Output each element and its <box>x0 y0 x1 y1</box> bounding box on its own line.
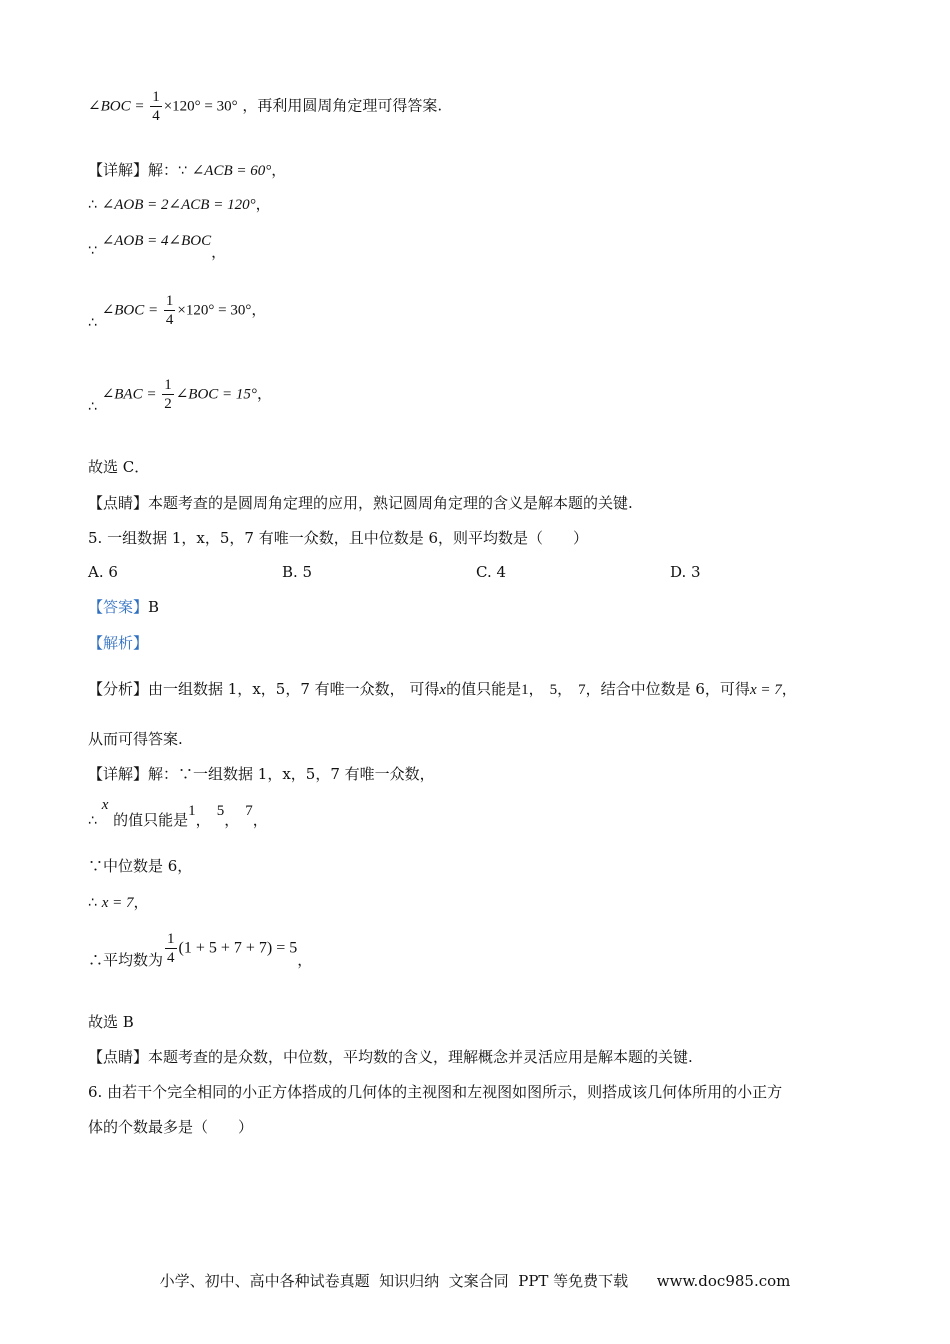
option-d: D. 3 <box>670 563 701 581</box>
because-symbol: ∵ <box>178 163 187 179</box>
choose-b: 故选 B <box>88 1013 134 1031</box>
option-b: B. 5 <box>282 563 313 581</box>
choose-c: 故选 C． <box>88 458 150 476</box>
detail-q5-line-4: ∴ x = 7， <box>88 893 149 911</box>
math-expr: ∠AOB = 2∠ACB = 120° <box>101 197 256 213</box>
detail-line-5: ∴ ∠BAC = $\frac{1}{2}$ ∠BOC = 15°， <box>88 377 272 415</box>
math-expr: ∠ACB = 60° <box>191 163 272 179</box>
fraction: $\frac{1}{4}$ <box>165 293 174 328</box>
detail-q5-line-3: ∵中位数是 6， <box>88 857 193 875</box>
because-symbol: ∵ <box>88 243 97 259</box>
math-expr: ×120° = 30° <box>163 98 238 115</box>
fraction: $\frac{1}{4}$ <box>152 89 160 124</box>
text: ，再利用圆周角定理可得答案. <box>242 96 443 115</box>
option-a: A. 6 <box>88 563 118 581</box>
page-footer: 小学、初中、高中各种试卷真题 知识归纳 文案合同 PPT 等免费下载 www.doc985.com <box>159 1272 791 1290</box>
therefore-symbol: ∴ <box>88 813 97 829</box>
detail-line-1: 【详解】解：∵ ∠ACB = 60°， <box>88 161 287 179</box>
detail-line-3: ∵ ∠AOB = 4∠BOC， <box>88 233 227 261</box>
math-expr: ∠BOC = 15° <box>175 386 257 403</box>
question-6-line-1: 6. 由若干个完全相同的小正方体搭成的几何体的主视图和左视图如图所示，则搭成该几何体所用的小正方 <box>88 1083 783 1101</box>
analysis-line: 【分析】由一组数据 1，x，5，7 有唯一众数， 可得x的值只能是1， 5， 7，结合中位数是 6，可得x = 7， <box>88 680 797 698</box>
answer-line <box>88 597 159 617</box>
option-c: C. 4 <box>476 563 507 581</box>
therefore-symbol: ∴ <box>88 197 97 213</box>
therefore-symbol: ∴ <box>88 895 97 911</box>
detail-q5-line-5: ∴平均数为 $\frac{1}{4}$ (1 + 5 + 7 + 7) = 5， <box>88 931 313 969</box>
math-expr: ∠BOC = <box>88 98 149 115</box>
therefore-symbol: ∴ <box>88 314 97 331</box>
analysis-line-2: 从而可得答案. <box>88 730 183 748</box>
math-expr: ∠BAC = <box>101 386 161 403</box>
analysis-label: 【解析】 <box>88 634 149 652</box>
detail-q5-line-1: 【详解】解：∵一组数据 1，x，5，7 有唯一众数， <box>88 765 435 783</box>
math-expr: ×120° = 30° <box>177 302 252 319</box>
detail-line-2: ∴ ∠AOB = 2∠ACB = 120°， <box>88 195 271 213</box>
detail-label: 【详解】解： <box>88 161 179 179</box>
answer-label: 【答案】 <box>88 598 149 616</box>
fraction: $\frac{1}{4}$ <box>167 931 175 966</box>
math-expr: ∠BOC = <box>101 302 162 319</box>
question-6-line-2: 体的个数最多是（ ） <box>88 1118 254 1136</box>
fraction: $\frac{1}{2}$ <box>164 377 172 412</box>
remark-line: 【点睛】本题考查的是圆周角定理的应用，熟记圆周角定理的含义是解本题的关键. <box>88 494 633 512</box>
remark-q5: 【点睛】本题考查的是众数，中位数，平均数的含义，理解概念并灵活应用是解本题的关键. <box>88 1048 693 1066</box>
detail-line-4: ∴ ∠BOC = $\frac{1}{4}$ ×120° = 30°， <box>88 293 267 331</box>
math-expr: ∠AOB = 4∠BOC <box>101 233 212 249</box>
therefore-symbol: ∴ <box>88 398 97 415</box>
question-5: 5. 一组数据 1，x，5，7 有唯一众数，且中位数是 6，则平均数是（ ） <box>88 529 589 547</box>
detail-q5-line-2: ∴ x 的值只能是1， 5， 7， <box>88 797 268 829</box>
solution-line-boc <box>88 88 442 125</box>
answer-value: B <box>148 598 160 616</box>
